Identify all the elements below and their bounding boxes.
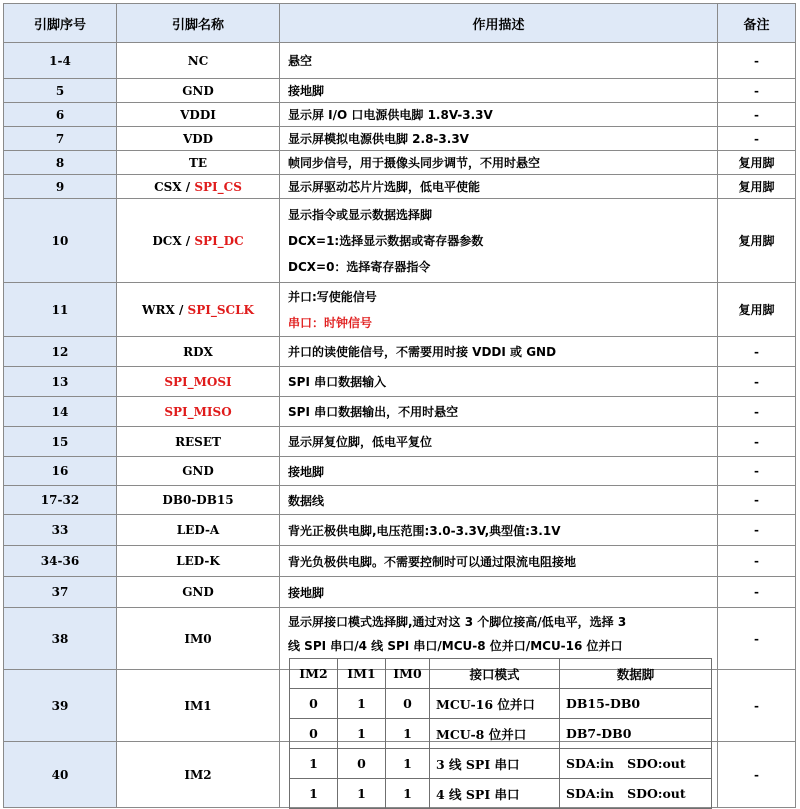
pin-seq: 33 — [4, 515, 117, 546]
mode-header-row — [290, 659, 712, 689]
pin-note: 复用脚 — [718, 199, 796, 283]
mode-header: 接口模式 — [430, 659, 560, 689]
table-row — [4, 427, 796, 457]
pin-note: - — [718, 79, 796, 103]
mode-header: 数据脚 — [560, 659, 712, 689]
mode-cell: 3 线 SPI 串口 — [430, 749, 560, 779]
pin-name: GND — [117, 457, 280, 486]
pin-desc: 背光负极供电脚。不需要控制时可以通过限流电阻接地 — [280, 546, 718, 577]
pin-name: RESET — [117, 427, 280, 457]
mode-cell: DB7-DB0 — [560, 719, 712, 749]
pin-note: - — [718, 608, 796, 670]
pin-name-part: CSX / — [154, 179, 195, 194]
pin-name: GND — [117, 79, 280, 103]
mode-cell: MCU-8 位并口 — [430, 719, 560, 749]
table-row — [4, 457, 796, 486]
pin-note: - — [718, 457, 796, 486]
table-row — [4, 397, 796, 427]
table-row — [4, 337, 796, 367]
mode-cell: 1 — [338, 779, 386, 809]
mode-cell: 1 — [290, 749, 338, 779]
pin-seq: 16 — [4, 457, 117, 486]
mode-cell: 1 — [386, 779, 430, 809]
pin-name: RDX — [117, 337, 280, 367]
pin-note: 复用脚 — [718, 151, 796, 175]
table-header-row — [4, 4, 796, 43]
pin-note: - — [718, 486, 796, 515]
header-seq: 引脚序号 — [4, 4, 117, 43]
pin-desc: 接地脚 — [280, 457, 718, 486]
pin-desc: 显示屏 I/O 口电源供电脚 1.8V-3.3V — [280, 103, 718, 127]
header-note: 备注 — [718, 4, 796, 43]
mode-cell: DB15-DB0 — [560, 689, 712, 719]
pin-desc — [280, 199, 718, 283]
mode-cell: 1 — [338, 719, 386, 749]
table-row — [4, 515, 796, 546]
pin-name — [117, 175, 280, 199]
pin-name: DB0-DB15 — [117, 486, 280, 515]
table-row — [4, 127, 796, 151]
pin-seq: 17-32 — [4, 486, 117, 515]
pin-name: IM2 — [117, 742, 280, 808]
mode-row — [290, 779, 712, 809]
pin-name: IM1 — [117, 670, 280, 742]
pin-seq: 12 — [4, 337, 117, 367]
pin-desc: 接地脚 — [280, 79, 718, 103]
interface-mode-table-wrap — [289, 658, 711, 809]
pin-note: - — [718, 337, 796, 367]
table-row — [4, 175, 796, 199]
pin-seq: 34-36 — [4, 546, 117, 577]
pin-name-spi: SPI_DC — [194, 233, 244, 248]
mode-row — [290, 719, 712, 749]
pin-note: - — [718, 515, 796, 546]
pin-seq: 15 — [4, 427, 117, 457]
desc-line: 并口:写使能信号 — [288, 289, 377, 304]
mode-cell: 0 — [290, 719, 338, 749]
pin-name: LED-K — [117, 546, 280, 577]
pin-name: SPI_MISO — [117, 397, 280, 427]
pin-desc: 显示屏模拟电源供电脚 2.8-3.3V — [280, 127, 718, 151]
table-row — [4, 79, 796, 103]
pin-note: - — [718, 43, 796, 79]
pin-note: 复用脚 — [718, 283, 796, 337]
pin-desc — [280, 283, 718, 337]
mode-row — [290, 689, 712, 719]
pin-desc: SPI 串口数据输出，不用时悬空 — [280, 397, 718, 427]
pin-name: LED-A — [117, 515, 280, 546]
pin-seq: 11 — [4, 283, 117, 337]
desc-line: 串口：时钟信号 — [288, 315, 373, 330]
pin-desc: 并口的读使能信号，不需要用时接 VDDI 或 GND — [280, 337, 718, 367]
pin-note: - — [718, 367, 796, 397]
pin-note: - — [718, 127, 796, 151]
mode-row — [290, 749, 712, 779]
mode-cell: 0 — [290, 689, 338, 719]
mode-cell: 1 — [386, 719, 430, 749]
desc-line: 显示屏接口模式选择脚,通过对这 3 个脚位接高/低电平，选择 3 — [288, 615, 627, 629]
pin-note: - — [718, 397, 796, 427]
pin-seq: 5 — [4, 79, 117, 103]
mode-cell: 1 — [290, 779, 338, 809]
pin-desc: 显示屏复位脚，低电平复位 — [280, 427, 718, 457]
mode-cell: 1 — [386, 749, 430, 779]
pin-name-spi: SPI_SCLK — [187, 302, 254, 317]
pin-seq: 7 — [4, 127, 117, 151]
pin-note: - — [718, 670, 796, 742]
table-row — [4, 283, 796, 337]
pin-desc: 背光正极供电脚,电压范围:3.0-3.3V,典型值:3.1V — [280, 515, 718, 546]
pin-name: TE — [117, 151, 280, 175]
pin-name — [117, 283, 280, 337]
mode-header: IM1 — [338, 659, 386, 689]
pin-name: NC — [117, 43, 280, 79]
mode-cell: 4 线 SPI 串口 — [430, 779, 560, 809]
table-row — [4, 103, 796, 127]
pin-seq: 6 — [4, 103, 117, 127]
mode-cell: 0 — [338, 749, 386, 779]
pin-note: - — [718, 103, 796, 127]
mode-cell: MCU-16 位并口 — [430, 689, 560, 719]
pin-note: - — [718, 546, 796, 577]
mode-header: IM0 — [386, 659, 430, 689]
pin-seq: 38 — [4, 608, 117, 670]
desc-line: 线 SPI 串口/4 线 SPI 串口/MCU-8 位并口/MCU-16 位并口 — [288, 639, 623, 653]
mode-cell: 0 — [386, 689, 430, 719]
pin-note: - — [718, 742, 796, 808]
pin-name: VDDI — [117, 103, 280, 127]
mode-cell: 1 — [338, 689, 386, 719]
pin-name-spi: SPI_CS — [194, 179, 242, 194]
pin-desc: 接地脚 — [280, 577, 718, 608]
interface-mode-table — [289, 658, 712, 809]
pin-seq: 8 — [4, 151, 117, 175]
pin-name-part: WRX / — [142, 302, 188, 317]
table-row — [4, 546, 796, 577]
table-row — [4, 43, 796, 79]
pin-note: 复用脚 — [718, 175, 796, 199]
pin-seq: 1-4 — [4, 43, 117, 79]
pin-seq: 13 — [4, 367, 117, 397]
pin-name-part: DCX / — [152, 233, 195, 248]
desc-line: DCX=0：选择寄存器指令 — [288, 259, 431, 274]
pin-note: - — [718, 577, 796, 608]
header-name: 引脚名称 — [117, 4, 280, 43]
pin-seq: 14 — [4, 397, 117, 427]
pin-seq: 40 — [4, 742, 117, 808]
pin-name: GND — [117, 577, 280, 608]
pin-desc: 显示屏驱动芯片片选脚，低电平使能 — [280, 175, 718, 199]
pin-desc: 悬空 — [280, 43, 718, 79]
header-desc: 作用描述 — [280, 4, 718, 43]
mode-header: IM2 — [290, 659, 338, 689]
pin-seq: 10 — [4, 199, 117, 283]
table-row — [4, 486, 796, 515]
table-row — [4, 577, 796, 608]
pin-name: IM0 — [117, 608, 280, 670]
table-row — [4, 151, 796, 175]
table-row — [4, 199, 796, 283]
pin-desc: 数据线 — [280, 486, 718, 515]
pin-desc: SPI 串口数据输入 — [280, 367, 718, 397]
pin-seq: 37 — [4, 577, 117, 608]
pin-seq: 39 — [4, 670, 117, 742]
mode-cell: SDA:in SDO:out — [560, 779, 712, 809]
desc-line: DCX=1:选择显示数据或寄存器参数 — [288, 233, 484, 248]
pin-seq: 9 — [4, 175, 117, 199]
pin-name — [117, 199, 280, 283]
pin-name: VDD — [117, 127, 280, 151]
pin-note: - — [718, 427, 796, 457]
mode-cell: SDA:in SDO:out — [560, 749, 712, 779]
pin-desc: 帧同步信号，用于摄像头同步调节，不用时悬空 — [280, 151, 718, 175]
table-row — [4, 367, 796, 397]
pin-name: SPI_MOSI — [117, 367, 280, 397]
desc-line: 显示指令或显示数据选择脚 — [288, 207, 433, 222]
